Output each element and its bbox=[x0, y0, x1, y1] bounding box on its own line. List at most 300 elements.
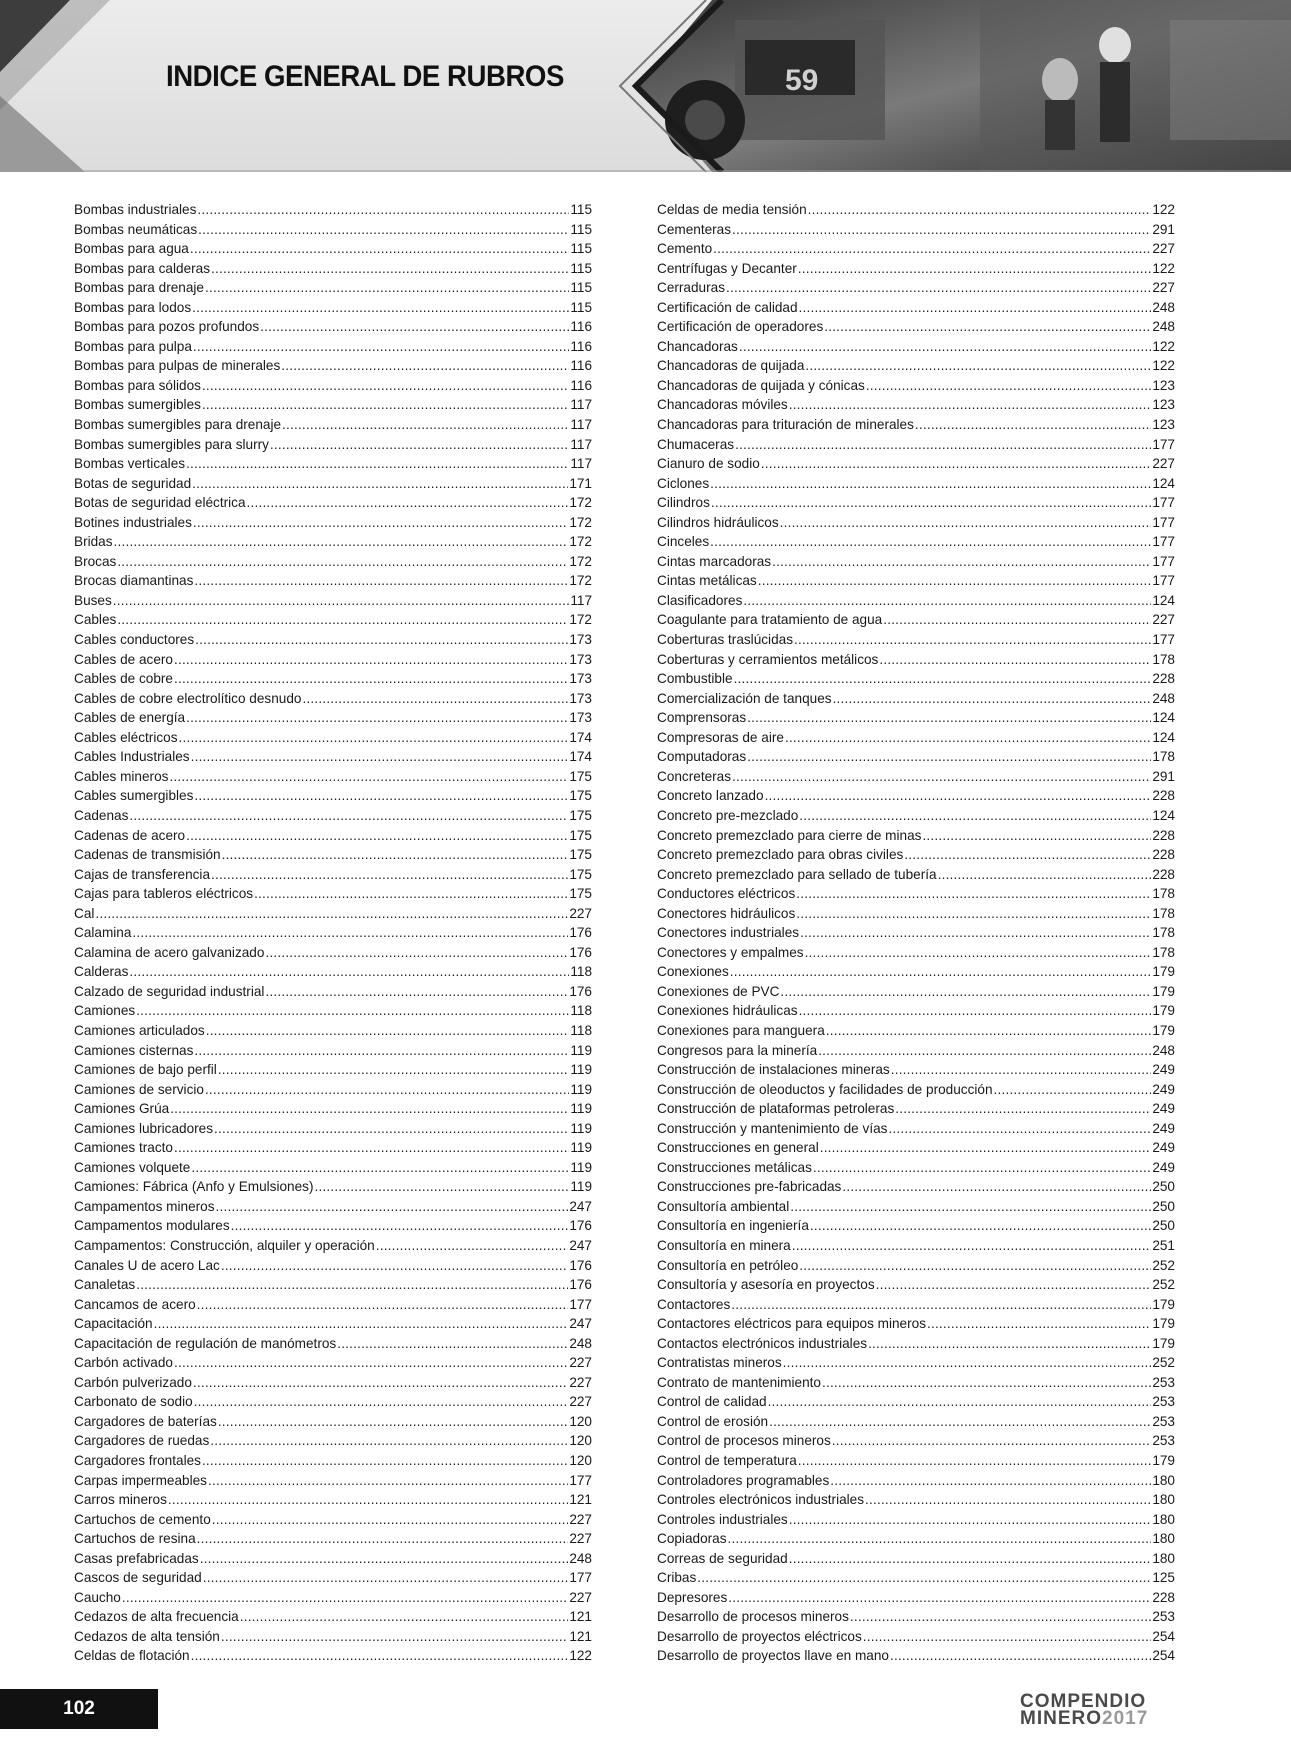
index-entry bbox=[657, 1295, 1175, 1315]
index-entry bbox=[657, 1021, 1175, 1041]
entry-page-number: 119 bbox=[570, 1062, 592, 1078]
dot-leader bbox=[132, 923, 568, 943]
entry-page-number: 177 bbox=[1152, 436, 1175, 452]
index-entry bbox=[74, 454, 592, 474]
entry-term: Cartuchos de cemento bbox=[74, 1511, 211, 1527]
entry-page-number: 253 bbox=[1152, 1374, 1175, 1390]
entry-term: Bombas sumergibles para drenaje bbox=[74, 417, 282, 433]
dot-leader bbox=[191, 747, 569, 767]
entry-term: Cables eléctricos bbox=[74, 729, 178, 745]
entry-term: Bombas para sólidos bbox=[74, 377, 201, 393]
index-entry bbox=[74, 1588, 592, 1608]
entry-term: Construcción y mantenimiento de vías bbox=[657, 1120, 888, 1136]
index-entry bbox=[657, 1353, 1175, 1373]
dot-leader bbox=[915, 415, 1151, 435]
entry-term: Construcciones en general bbox=[657, 1140, 819, 1156]
entry-page-number: 118 bbox=[570, 1022, 592, 1038]
index-entry bbox=[657, 1431, 1175, 1451]
entry-term: Centrífugas y Decanter bbox=[657, 260, 797, 276]
entry-term: Conductores eléctricos bbox=[657, 886, 796, 902]
entry-term: Bombas para pulpas de minerales bbox=[74, 358, 281, 374]
index-entry bbox=[74, 1568, 592, 1588]
entry-term: Consultoría en petróleo bbox=[657, 1257, 799, 1273]
index-entry bbox=[657, 317, 1175, 337]
entry-page-number: 116 bbox=[570, 377, 592, 393]
dot-leader bbox=[810, 1216, 1151, 1236]
entry-term: Control de procesos mineros bbox=[657, 1433, 831, 1449]
entry-page-number: 227 bbox=[569, 1355, 592, 1371]
entry-page-number: 176 bbox=[569, 944, 592, 960]
index-entry bbox=[74, 923, 592, 943]
dot-leader bbox=[734, 669, 1152, 689]
dot-leader bbox=[205, 278, 569, 298]
index-entry bbox=[74, 591, 592, 611]
index-entry bbox=[657, 1627, 1175, 1647]
index-entry bbox=[74, 415, 592, 435]
entry-page-number: 180 bbox=[1152, 1550, 1175, 1566]
dot-leader bbox=[95, 904, 568, 924]
dot-leader bbox=[194, 786, 568, 806]
entry-term: Cargadores frontales bbox=[74, 1453, 201, 1468]
entry-page-number: 178 bbox=[1152, 886, 1175, 902]
dot-leader bbox=[174, 1353, 568, 1373]
entry-term: Contactores bbox=[657, 1296, 731, 1312]
entry-page-number: 175 bbox=[569, 827, 592, 843]
dot-leader bbox=[260, 317, 569, 337]
entry-page-number: 172 bbox=[569, 495, 592, 511]
index-entry bbox=[657, 1138, 1175, 1158]
index-entry bbox=[74, 884, 592, 904]
entry-page-number: 253 bbox=[1152, 1433, 1175, 1449]
index-entry bbox=[74, 1119, 592, 1139]
entry-term: Congresos para la minería bbox=[657, 1042, 818, 1058]
index-entry bbox=[74, 1275, 592, 1295]
dot-leader bbox=[796, 904, 1151, 924]
entry-term: Bombas para calderas bbox=[74, 260, 211, 276]
entry-term: Conectores y empalmes bbox=[657, 944, 804, 960]
entry-page-number: 251 bbox=[1152, 1237, 1175, 1253]
dot-leader bbox=[876, 1275, 1152, 1295]
index-entry bbox=[657, 1588, 1175, 1608]
entry-term: Construcción de instalaciones mineras bbox=[657, 1062, 890, 1078]
entry-page-number: 117 bbox=[570, 397, 592, 413]
entry-term: Caucho bbox=[74, 1589, 121, 1605]
truck-number: 59 bbox=[785, 64, 819, 97]
entry-term: Cedazos de alta tensión bbox=[74, 1628, 220, 1644]
dot-leader bbox=[822, 1373, 1151, 1393]
dot-leader bbox=[174, 669, 568, 689]
index-entry bbox=[657, 962, 1175, 982]
index-entry bbox=[74, 1529, 592, 1549]
entry-term: Calamina de acero galvanizado bbox=[74, 944, 265, 960]
entry-term: Contactos electrónicos industriales bbox=[657, 1335, 868, 1351]
entry-term: Camiones de servicio bbox=[74, 1081, 204, 1097]
index-entry bbox=[74, 689, 592, 709]
entry-term: Bridas bbox=[74, 534, 113, 550]
entry-page-number: 173 bbox=[569, 632, 592, 648]
entry-page-number: 248 bbox=[569, 1550, 592, 1566]
entry-term: Chancadoras de quijada bbox=[657, 358, 805, 374]
entry-term: Concreto lanzado bbox=[657, 788, 764, 804]
index-entry bbox=[74, 1627, 592, 1647]
dot-leader bbox=[769, 1412, 1151, 1432]
dot-leader bbox=[202, 1451, 568, 1471]
entry-term: Copiadoras bbox=[657, 1531, 727, 1547]
index-entry bbox=[657, 1373, 1175, 1393]
index-entry bbox=[657, 1236, 1175, 1256]
index-entry bbox=[74, 1001, 592, 1021]
dot-leader bbox=[761, 454, 1152, 474]
entry-page-number: 175 bbox=[569, 768, 592, 784]
index-entry bbox=[657, 220, 1175, 240]
entry-page-number: 117 bbox=[570, 592, 592, 608]
entry-page-number: 119 bbox=[570, 1120, 592, 1136]
entry-term: Chancadoras bbox=[657, 338, 738, 354]
entry-page-number: 227 bbox=[569, 1589, 592, 1605]
entry-term: Capacitación bbox=[74, 1316, 153, 1332]
entry-term: Consultoría ambiental bbox=[657, 1198, 790, 1214]
entry-page-number: 176 bbox=[569, 1257, 592, 1273]
entry-term: Bombas sumergibles para slurry bbox=[74, 436, 269, 452]
entry-page-number: 115 bbox=[570, 260, 592, 276]
entry-term: Canales U de acero Lac bbox=[74, 1257, 220, 1273]
entry-term: Cables de cobre electrolítico desnudo bbox=[74, 690, 302, 706]
index-entry bbox=[657, 1041, 1175, 1061]
entry-page-number: 175 bbox=[569, 807, 592, 823]
entry-term: Conectores industriales bbox=[657, 925, 800, 941]
index-entry bbox=[74, 278, 592, 298]
entry-term: Chancadoras para trituración de minerales bbox=[657, 417, 914, 433]
entry-page-number: 177 bbox=[1152, 514, 1175, 530]
dot-leader bbox=[842, 1177, 1151, 1197]
index-entry bbox=[74, 1197, 592, 1217]
entry-term: Canaletas bbox=[74, 1277, 136, 1293]
entry-page-number: 254 bbox=[1152, 1628, 1175, 1644]
index-entry bbox=[74, 1216, 592, 1236]
dot-leader bbox=[186, 708, 568, 728]
index-column-left bbox=[74, 200, 592, 1666]
entry-term: Bombas para lodos bbox=[74, 299, 192, 315]
dot-leader bbox=[780, 513, 1152, 533]
entry-page-number: 249 bbox=[1152, 1140, 1175, 1156]
index-entry bbox=[74, 1177, 592, 1197]
index-entry bbox=[657, 395, 1175, 415]
dot-leader bbox=[735, 435, 1151, 455]
dot-leader bbox=[730, 962, 1152, 982]
index-entry bbox=[74, 532, 592, 552]
index-entry bbox=[74, 1041, 592, 1061]
dot-leader bbox=[193, 337, 569, 357]
entry-page-number: 124 bbox=[1152, 807, 1175, 823]
dot-leader bbox=[728, 1529, 1152, 1549]
dot-leader bbox=[186, 826, 568, 846]
index-entry bbox=[657, 1568, 1175, 1588]
index-entry bbox=[74, 610, 592, 630]
entry-term: Campamentos modulares bbox=[74, 1218, 230, 1234]
dot-leader bbox=[210, 1431, 568, 1451]
index-entry bbox=[74, 1412, 592, 1432]
entry-page-number: 115 bbox=[570, 202, 592, 217]
entry-page-number: 248 bbox=[569, 1335, 592, 1351]
entry-term: Camiones bbox=[74, 1003, 136, 1019]
entry-page-number: 253 bbox=[1152, 1394, 1175, 1410]
index-entry bbox=[657, 767, 1175, 787]
dot-leader bbox=[169, 767, 568, 787]
dot-leader bbox=[798, 259, 1152, 279]
dot-leader bbox=[170, 1099, 569, 1119]
entry-term: Bombas para drenaje bbox=[74, 280, 204, 296]
entry-page-number: 174 bbox=[569, 749, 592, 765]
index-entry bbox=[657, 904, 1175, 924]
dot-leader bbox=[214, 1119, 569, 1139]
entry-page-number: 249 bbox=[1152, 1159, 1175, 1175]
index-entry bbox=[74, 1353, 592, 1373]
index-entry bbox=[74, 474, 592, 494]
dot-leader bbox=[789, 1549, 1152, 1569]
entry-term: Conectores hidráulicos bbox=[657, 905, 796, 921]
dot-leader bbox=[302, 689, 568, 709]
entry-term: Cadenas bbox=[74, 807, 129, 823]
entry-page-number: 252 bbox=[1152, 1355, 1175, 1371]
dot-leader bbox=[129, 962, 569, 982]
entry-page-number: 178 bbox=[1152, 651, 1175, 667]
entry-page-number: 291 bbox=[1152, 221, 1175, 237]
entry-page-number: 253 bbox=[1152, 1609, 1175, 1625]
index-entry bbox=[657, 650, 1175, 670]
index-entry bbox=[657, 1216, 1175, 1236]
dot-leader bbox=[820, 1138, 1152, 1158]
entry-page-number: 120 bbox=[569, 1413, 592, 1429]
dot-leader bbox=[282, 415, 569, 435]
dot-leader bbox=[113, 591, 570, 611]
dot-leader bbox=[193, 513, 568, 533]
dot-leader bbox=[315, 1177, 570, 1197]
dot-leader bbox=[785, 728, 1151, 748]
entry-page-number: 176 bbox=[569, 1277, 592, 1293]
dot-leader bbox=[231, 1216, 569, 1236]
index-entry bbox=[657, 1607, 1175, 1627]
entry-page-number: 123 bbox=[1152, 417, 1175, 433]
entry-term: Bombas sumergibles bbox=[74, 397, 201, 413]
entry-page-number: 227 bbox=[569, 905, 592, 921]
entry-term: Camiones cisternas bbox=[74, 1042, 194, 1058]
dot-leader bbox=[824, 317, 1151, 337]
entry-page-number: 172 bbox=[569, 514, 592, 530]
index-entry bbox=[657, 845, 1175, 865]
entry-term: Coberturas y cerramientos metálicos bbox=[657, 651, 879, 667]
dot-leader bbox=[205, 1080, 569, 1100]
entry-page-number: 119 bbox=[570, 1081, 592, 1097]
index-entry bbox=[657, 513, 1175, 533]
entry-page-number: 117 bbox=[570, 456, 592, 472]
entry-term: Cables bbox=[74, 612, 117, 628]
index-entry bbox=[74, 259, 592, 279]
index-entry bbox=[657, 943, 1175, 963]
index-entry bbox=[657, 200, 1175, 220]
entry-term: Combustible bbox=[657, 671, 733, 687]
dot-leader bbox=[211, 865, 568, 885]
entry-term: Correas de seguridad bbox=[657, 1550, 788, 1566]
dot-leader bbox=[221, 1627, 568, 1647]
index-entry bbox=[74, 298, 592, 318]
dot-leader bbox=[194, 1041, 569, 1061]
entry-page-number: 179 bbox=[1152, 1335, 1175, 1351]
entry-page-number: 120 bbox=[569, 1433, 592, 1449]
dot-leader bbox=[765, 786, 1152, 806]
dot-leader bbox=[768, 1392, 1152, 1412]
entry-term: Consultoría y asesoría en proyectos bbox=[657, 1277, 875, 1293]
entry-page-number: 176 bbox=[569, 1218, 592, 1234]
index-entry bbox=[74, 1510, 592, 1530]
entry-page-number: 121 bbox=[569, 1609, 592, 1625]
entry-page-number: 123 bbox=[1152, 377, 1175, 393]
index-entry bbox=[74, 1607, 592, 1627]
index-entry bbox=[657, 1119, 1175, 1139]
index-entry bbox=[657, 1549, 1175, 1569]
entry-term: Bombas industriales bbox=[74, 202, 197, 217]
entry-page-number: 179 bbox=[1152, 983, 1175, 999]
index-entry bbox=[657, 865, 1175, 885]
entry-term: Desarrollo de proyectos eléctricos bbox=[657, 1628, 862, 1644]
entry-page-number: 115 bbox=[570, 299, 592, 315]
dot-leader bbox=[136, 1275, 568, 1295]
entry-term: Cerraduras bbox=[657, 280, 725, 296]
dot-leader bbox=[783, 1353, 1152, 1373]
entry-page-number: 120 bbox=[569, 1453, 592, 1468]
entry-term: Botas de seguridad eléctrica bbox=[74, 495, 246, 511]
entry-term: Concreto premezclado para sellado de tubería bbox=[657, 866, 937, 882]
entry-term: Campamentos: Construcción, alquiler y operación bbox=[74, 1237, 375, 1253]
entry-term: Camiones de bajo perfil bbox=[74, 1062, 217, 1078]
dot-leader bbox=[813, 1158, 1151, 1178]
entry-page-number: 228 bbox=[1152, 671, 1175, 687]
page-number: 102 bbox=[0, 1689, 158, 1729]
index-entry bbox=[657, 708, 1175, 728]
index-entry bbox=[74, 1392, 592, 1412]
dot-leader bbox=[222, 845, 569, 865]
entry-term: Cilindros bbox=[657, 495, 710, 511]
entry-term: Bombas para agua bbox=[74, 241, 189, 257]
entry-page-number: 122 bbox=[1152, 202, 1175, 217]
page-header bbox=[0, 0, 1291, 172]
entry-page-number: 180 bbox=[1152, 1492, 1175, 1508]
index-entry bbox=[74, 239, 592, 259]
index-entry bbox=[657, 493, 1175, 513]
entry-term: Contrato de mantenimiento bbox=[657, 1374, 821, 1390]
entry-term: Cal bbox=[74, 905, 95, 921]
index-entry bbox=[657, 1158, 1175, 1178]
index-entry bbox=[657, 571, 1175, 591]
entry-term: Concreto premezclado para obras civiles bbox=[657, 847, 904, 863]
index-entry bbox=[74, 1314, 592, 1334]
dot-leader bbox=[192, 298, 569, 318]
entry-page-number: 250 bbox=[1152, 1198, 1175, 1214]
entry-page-number: 248 bbox=[1152, 299, 1175, 315]
entry-term: Conexiones de PVC bbox=[657, 983, 780, 999]
dot-leader bbox=[922, 826, 1151, 846]
entry-term: Capacitación de regulación de manómetros bbox=[74, 1335, 337, 1351]
entry-term: Campamentos mineros bbox=[74, 1198, 215, 1214]
entry-term: Conexiones bbox=[657, 964, 729, 980]
entry-page-number: 248 bbox=[1152, 319, 1175, 335]
dot-leader bbox=[799, 1256, 1151, 1276]
dot-leader bbox=[202, 395, 569, 415]
entry-page-number: 180 bbox=[1152, 1531, 1175, 1547]
index-entry bbox=[74, 1060, 592, 1080]
entry-term: Cables de cobre bbox=[74, 671, 173, 687]
entry-term: Celdas de media tensión bbox=[657, 202, 807, 217]
dot-leader bbox=[711, 493, 1151, 513]
entry-term: Camiones: Fábrica (Anfo y Emulsiones) bbox=[74, 1179, 314, 1195]
dot-leader bbox=[218, 1060, 570, 1080]
index-entry bbox=[657, 1314, 1175, 1334]
entry-page-number: 122 bbox=[1152, 338, 1175, 354]
index-entry bbox=[74, 1490, 592, 1510]
entry-term: Computadoras bbox=[657, 749, 747, 765]
dot-leader bbox=[697, 1568, 1151, 1588]
dot-leader bbox=[798, 1451, 1152, 1471]
index-entry bbox=[657, 728, 1175, 748]
entry-term: Certificación de operadores bbox=[657, 319, 824, 335]
dot-leader bbox=[337, 1334, 568, 1354]
dot-leader bbox=[732, 220, 1151, 240]
index-entry bbox=[74, 1471, 592, 1491]
entry-term: Calamina bbox=[74, 925, 132, 941]
entry-page-number: 248 bbox=[1152, 1042, 1175, 1058]
entry-page-number: 179 bbox=[1152, 964, 1175, 980]
index-entry bbox=[74, 220, 592, 240]
entry-page-number: 175 bbox=[569, 847, 592, 863]
entry-term: Construcción de oleoductos y facilidades de producción bbox=[657, 1081, 993, 1097]
index-entry bbox=[657, 1256, 1175, 1276]
brand-word: MINERO bbox=[1020, 1708, 1102, 1729]
dot-leader bbox=[891, 1060, 1152, 1080]
index-entry bbox=[74, 1549, 592, 1569]
entry-page-number: 116 bbox=[570, 358, 592, 374]
entry-term: Concreteras bbox=[657, 768, 732, 784]
entry-term: Cargadores de baterías bbox=[74, 1413, 217, 1429]
dot-leader bbox=[192, 474, 568, 494]
dot-leader bbox=[938, 865, 1152, 885]
dot-leader bbox=[194, 571, 568, 591]
index-entry bbox=[74, 982, 592, 1002]
entry-term: Conexiones hidráulicas bbox=[657, 1003, 798, 1019]
dot-leader bbox=[747, 708, 1151, 728]
dot-leader bbox=[743, 591, 1151, 611]
entry-page-number: 116 bbox=[570, 338, 592, 354]
index-entry bbox=[657, 884, 1175, 904]
entry-term: Coberturas traslúcidas bbox=[657, 632, 793, 648]
entry-term: Bombas neumáticas bbox=[74, 221, 198, 237]
entry-term: Calzado de seguridad industrial bbox=[74, 983, 265, 999]
entry-page-number: 172 bbox=[569, 553, 592, 569]
index-entry bbox=[74, 200, 592, 220]
entry-term: Cajas de transferencia bbox=[74, 866, 211, 882]
dot-leader bbox=[254, 884, 568, 904]
index-entry bbox=[657, 454, 1175, 474]
dot-leader bbox=[136, 1001, 569, 1021]
entry-term: Cables de energía bbox=[74, 710, 186, 726]
dot-leader bbox=[710, 532, 1151, 552]
entry-page-number: 250 bbox=[1152, 1218, 1175, 1234]
entry-page-number: 176 bbox=[569, 983, 592, 999]
entry-term: Camiones lubricadores bbox=[74, 1120, 214, 1136]
entry-page-number: 119 bbox=[570, 1042, 592, 1058]
entry-page-number: 227 bbox=[569, 1374, 592, 1390]
entry-page-number: 115 bbox=[570, 241, 592, 257]
entry-page-number: 227 bbox=[569, 1511, 592, 1527]
dot-leader bbox=[866, 376, 1151, 396]
